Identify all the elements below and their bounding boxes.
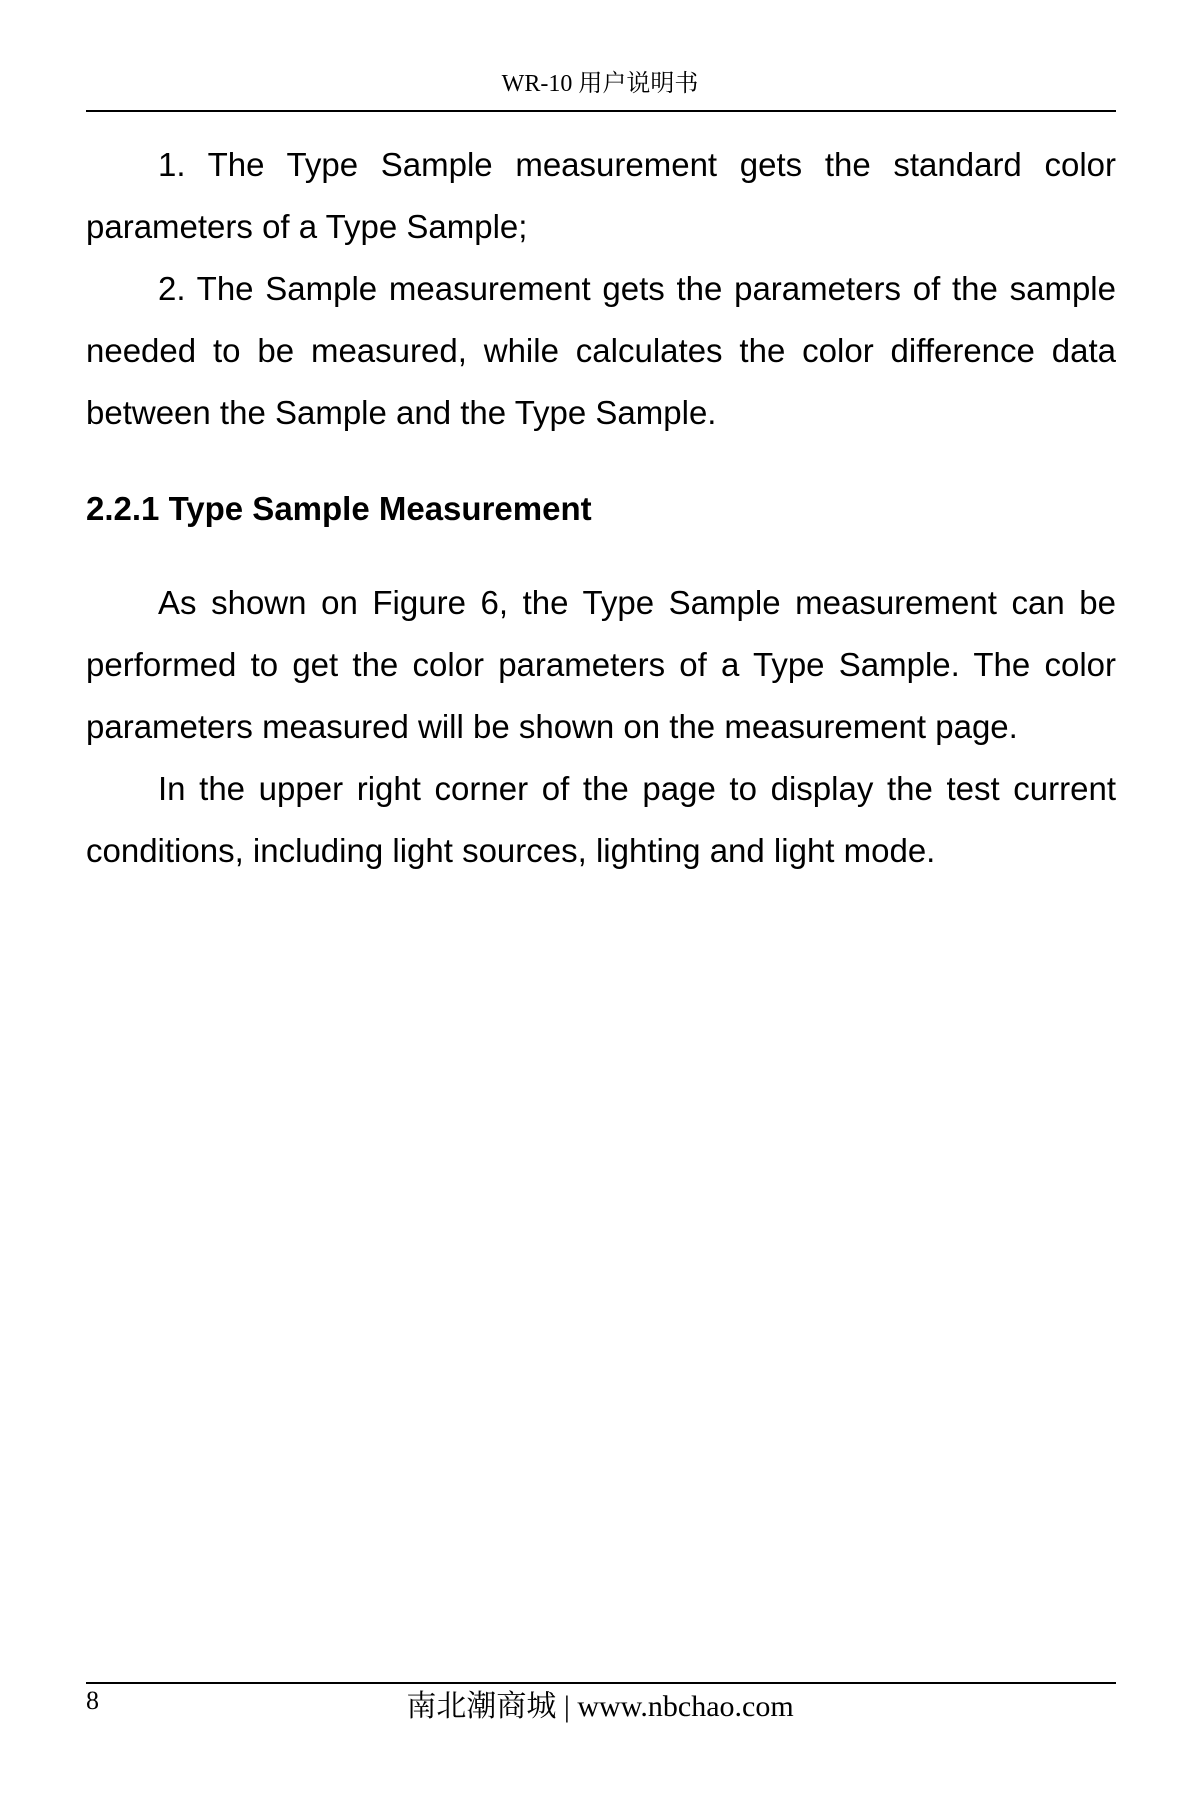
footer-divider xyxy=(86,1682,1116,1684)
page-number: 8 xyxy=(86,1686,99,1715)
section-heading: 2.2.1 Type Sample Measurement xyxy=(86,490,592,527)
document-body xyxy=(86,134,1116,882)
header-divider xyxy=(86,110,1116,112)
running-header-title: WR-10 用户说明书 xyxy=(501,71,699,97)
paragraph-sample-item: 2. The Sample measurement gets the parameters of the sample needed to be measured, while calculates the color difference data between the Sample and the Type Sample. xyxy=(86,270,1116,431)
footer-site-text: 南北潮商城 | www.nbchao.com xyxy=(406,1690,794,1723)
paragraph-current-conditions: In the upper right corner of the page to display the test current conditions, including light sources, lighting and light mode. xyxy=(86,770,1116,869)
paragraph-type-sample-item: 1. The Type Sample measurement gets the standard color parameters of a Type Sample; xyxy=(86,146,1116,245)
paragraph-figure-reference: As shown on Figure 6, the Type Sample measurement can be performed to get the color parameters of a Type Sample. The color parameters measured will be shown on the measurement page. xyxy=(86,584,1116,745)
